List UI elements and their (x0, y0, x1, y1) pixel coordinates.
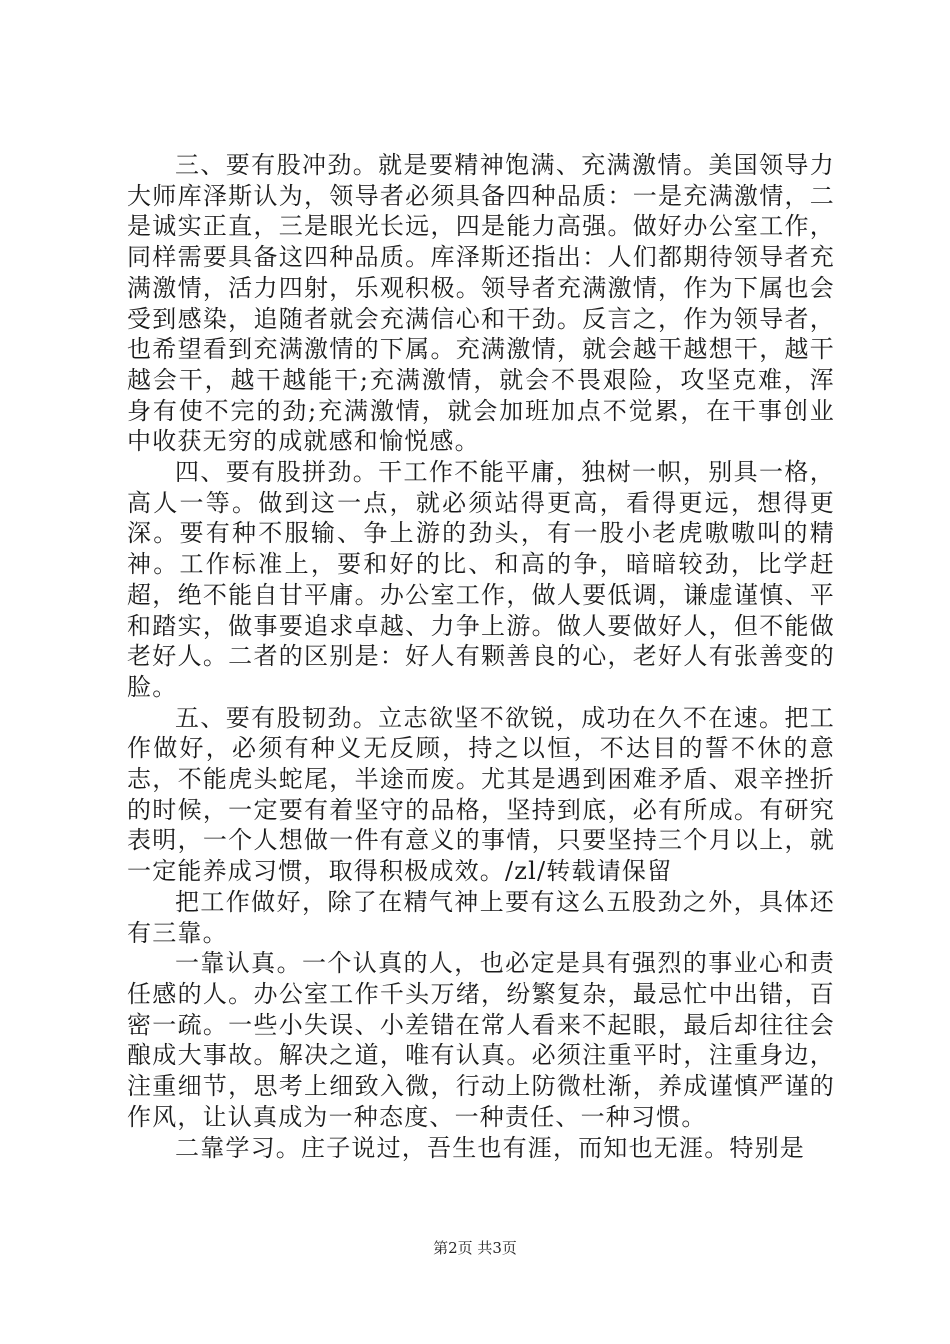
page-number-footer: 第2页 共3页 (433, 1239, 517, 1257)
paragraph-transition: 把工作做好，除了在精气神上要有这么五股劲之外，具体还有三靠。 (127, 887, 835, 947)
paragraph-section-four: 四、要有股拼劲。干工作不能平庸，独树一帜，别具一格，高人一等。做到这一点，就必须站得更高，看得更远，想得更深。要有种不服输、争上游的劲头，有一股小老虎嗷嗷叫的精神。工作标准上，要和好的比、和高的争，暗暗较劲，比学赶超，绝不能自甘平庸。办公室工作，做人要低调，谦虚谨慎、平和踏实，做事要追求卓越、力争上游。做人要做好人，但不能做老好人。二者的区别是：好人有颗善良的心，老好人有张善变的脸。 (127, 458, 835, 701)
paragraph-rely-on-diligence: 一靠认真。一个认真的人，也必定是具有强烈的事业心和责任感的人。办公室工作千头万绪，纷繁复杂，最忌忙中出错，百密一疏。一些小失误、小差错在常人看来不起眼，最后却往往会酿成大事故。解决之道，唯有认真。必须注重平时，注重身边，注重细节，思考上细致入微，行动上防微杜渐，养成谨慎严谨的作风，让认真成为一种态度、一种责任、一种习惯。 (127, 949, 835, 1131)
paragraph-rely-on-learning: 二靠学习。庄子说过，吾生也有涯，而知也无涯。特别是 (175, 1133, 805, 1162)
paragraph-section-five: 五、要有股韧劲。立志欲坚不欲锐，成功在久不在速。把工作做好，必须有种义无反顾，持之以恒，不达目的誓不休的意志，不能虎头蛇尾，半途而废。尤其是遇到困难矛盾、艰辛挫折的时候，一定要有着坚守的品格，坚持到底，必有所成。有研究表明，一个人想做一件有意义的事情，只要坚持三个月以上，就一定能养成习惯，取得积极成效。/zl/转载请保留 (127, 703, 835, 886)
document-body (127, 150, 835, 1163)
paragraph-section-three: 三、要有股冲劲。就是要精神饱满、充满激情。美国领导力大师库泽斯认为，领导者必须具备四种品质：一是充满激情，二是诚实正直，三是眼光长远，四是能力高强。做好办公室工作，同样需要具备这四种品质。库泽斯还指出：人们都期待领导者充满激情，活力四射，乐观积极。领导者充满激情，作为下属也会受到感染，追随者就会充满信心和干劲。反言之，作为领导者，也希望看到充满激情的下属。充满激情，就会越干越想干，越干越会干，越干越能干;充满激情，就会不畏艰险，攻坚克难，浑身有使不完的劲;充满激情，就会加班加点不觉累，在干事创业中收获无穷的成就感和愉悦感。 (127, 151, 835, 456)
